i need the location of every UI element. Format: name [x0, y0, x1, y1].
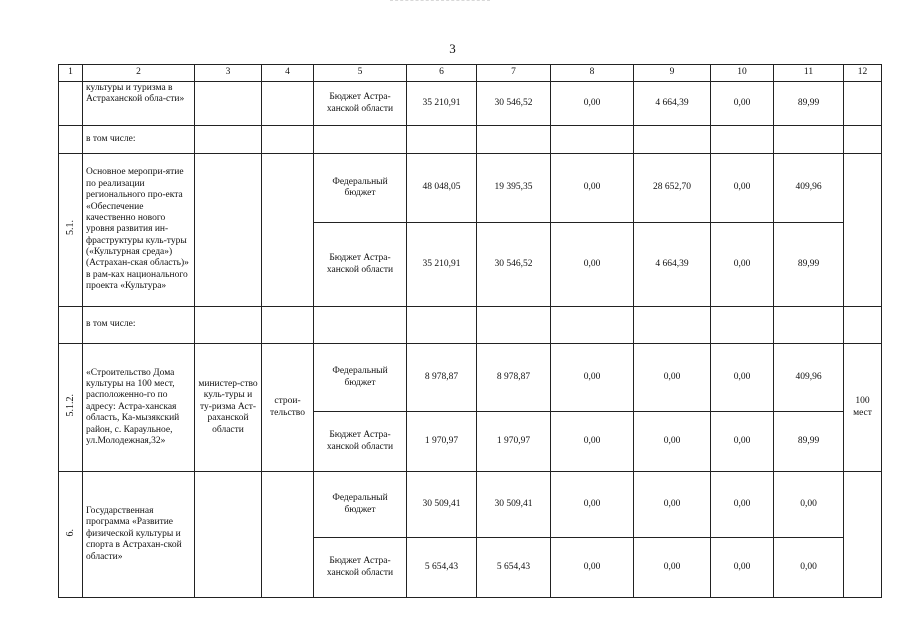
value-cell: 1 970,97 [477, 412, 551, 472]
value-cell: 0,00 [551, 344, 634, 412]
funding-source: Федеральный бюджет [314, 154, 407, 223]
table-row [59, 126, 882, 154]
direction-cell: строи-тельство [262, 344, 314, 472]
column-number: 4 [262, 65, 314, 82]
column-number: 1 [59, 65, 83, 82]
column-number: 11 [774, 65, 844, 82]
funding-source: Бюджет Астра-ханской области [314, 538, 407, 598]
value-cell: 0,00 [551, 154, 634, 223]
column-number-row [59, 65, 882, 82]
funding-source: Бюджет Астра-ханской области [314, 223, 407, 307]
funding-source: Бюджет Астра-ханской области [314, 82, 407, 126]
funding-source: Федеральный бюджет [314, 472, 407, 538]
column-number: 7 [477, 65, 551, 82]
result-cell: 100 мест [844, 344, 882, 472]
value-cell: 0,00 [551, 472, 634, 538]
value-cell: 0,00 [711, 412, 774, 472]
column-number: 9 [634, 65, 711, 82]
row-number: 5.1.2. [59, 344, 83, 472]
column-number: 12 [844, 65, 882, 82]
executor-cell: министер-ство куль-туры и ту-ризма Аст-раханской области [195, 344, 262, 472]
value-cell: 5 654,43 [477, 538, 551, 598]
value-cell: 0,00 [634, 344, 711, 412]
row-number: 6. [59, 472, 83, 598]
scan-artifact [390, 0, 490, 3]
value-cell: 35 210,91 [407, 223, 477, 307]
value-cell: 89,99 [774, 82, 844, 126]
row-number: 5.1. [59, 154, 83, 307]
column-number: 5 [314, 65, 407, 82]
value-cell: 5 654,43 [407, 538, 477, 598]
value-cell: 0,00 [551, 412, 634, 472]
value-cell: 409,96 [774, 344, 844, 412]
value-cell: 8 978,87 [407, 344, 477, 412]
value-cell: 30 509,41 [407, 472, 477, 538]
value-cell: 0,00 [711, 223, 774, 307]
row-name: культуры и туризма в Астраханской обла-сти» [83, 82, 195, 126]
value-cell: 0,00 [774, 538, 844, 598]
value-cell: 30 546,52 [477, 82, 551, 126]
value-cell: 0,00 [774, 472, 844, 538]
column-number: 3 [195, 65, 262, 82]
value-cell: 4 664,39 [634, 223, 711, 307]
table-row [59, 82, 882, 126]
value-cell: 89,99 [774, 223, 844, 307]
budget-table [58, 64, 882, 598]
row-name: Основное меропри-ятие по реализации регионального про-екта «Обеспечение качественно нового уровня развития ин-фраструктуры куль-туры («Культурная среда») (Астрахан-ская область)» в рам-ках национального проекта «Культура» [83, 154, 195, 307]
column-number: 8 [551, 65, 634, 82]
including-label: в том числе: [83, 307, 195, 344]
value-cell: 8 978,87 [477, 344, 551, 412]
table-row [59, 307, 882, 344]
including-label: в том числе: [83, 126, 195, 154]
value-cell: 89,99 [774, 412, 844, 472]
table-row [59, 472, 882, 538]
value-cell: 0,00 [634, 472, 711, 538]
page-number: 3 [449, 41, 456, 56]
value-cell: 19 395,35 [477, 154, 551, 223]
table-row [59, 154, 882, 223]
column-number: 2 [83, 65, 195, 82]
row-name: «Строительство Дома культуры на 100 мест, расположенно-го по адресу: Астра-ханская область, Ка-мызякский район, с. Караульное, ул.Молодежная,32» [83, 344, 195, 472]
value-cell: 0,00 [551, 223, 634, 307]
funding-source: Бюджет Астра-ханской области [314, 412, 407, 472]
value-cell: 1 970,97 [407, 412, 477, 472]
value-cell: 35 210,91 [407, 82, 477, 126]
value-cell: 30 509,41 [477, 472, 551, 538]
table-row [59, 344, 882, 412]
value-cell: 0,00 [711, 82, 774, 126]
value-cell: 28 652,70 [634, 154, 711, 223]
row-name: Государственная программа «Развитие физической культуры и спорта в Астрахан-ской области» [83, 472, 195, 598]
value-cell: 409,96 [774, 154, 844, 223]
value-cell: 30 546,52 [477, 223, 551, 307]
value-cell: 0,00 [711, 154, 774, 223]
value-cell: 48 048,05 [407, 154, 477, 223]
value-cell: 4 664,39 [634, 82, 711, 126]
value-cell: 0,00 [711, 538, 774, 598]
funding-source: Федеральный бюджет [314, 344, 407, 412]
value-cell: 0,00 [551, 82, 634, 126]
column-number: 6 [407, 65, 477, 82]
value-cell: 0,00 [711, 344, 774, 412]
value-cell: 0,00 [634, 538, 711, 598]
column-number: 10 [711, 65, 774, 82]
value-cell: 0,00 [634, 412, 711, 472]
value-cell: 0,00 [551, 538, 634, 598]
value-cell: 0,00 [711, 472, 774, 538]
